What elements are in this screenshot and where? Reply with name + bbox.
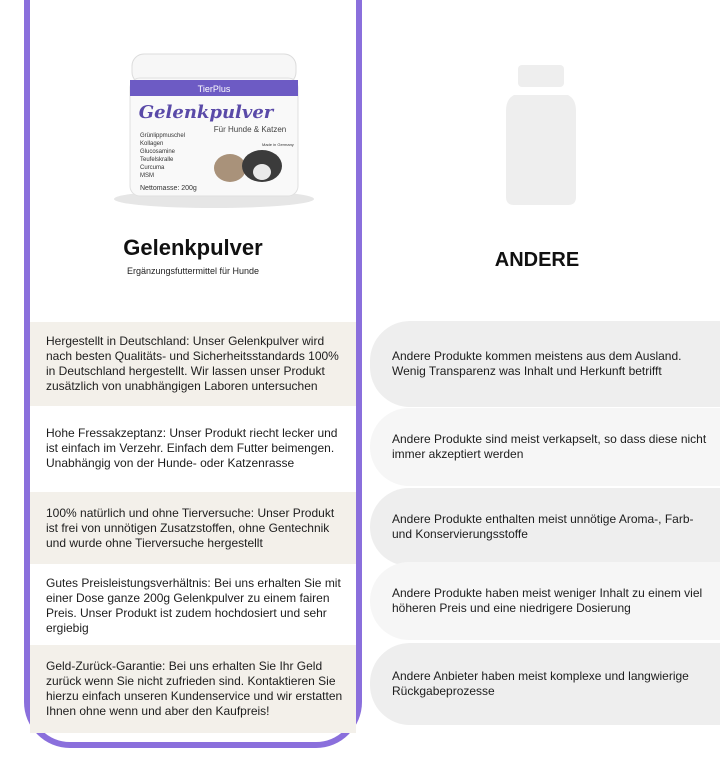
comparison-row-right-2 [370,408,720,486]
product-net-weight: Nettomasse: 200g [140,185,197,192]
made-in-text: Made in Germany [262,142,294,147]
comparison-row-left-3 [30,492,356,564]
comparison-row-left-1 [30,322,356,406]
ingredient-6: MSM [140,173,154,179]
comparison-row-left-2 [30,408,356,488]
product-column-subtitle: Ergänzungsfuttermittel für Hunde [126,266,260,276]
comparison-row-right-3 [370,488,720,566]
row-right-text: Andere Produkte enthalten meist unnötige Aroma-, Farb- und Konservierungsstoffe [392,512,694,541]
comparison-row-right-4 [370,562,720,640]
generic-bottle-icon [504,65,578,205]
row-left-text: Hergestellt in Deutschland: Unser Gelenkpulver wird nach besten Qualitäts- und Sicherheitsstandards 100% in Deutschland hergestellt. Wir lassen unser Produkt zusätzlich von unabhängigen Laboren untersuchen [46,334,339,393]
row-right-text: Andere Anbieter haben meist komplexe und langwierige Rückgabeprozesse [392,669,689,698]
comparison-row-right-1 [370,321,720,407]
row-left-text: Gutes Preisleistungsverhältnis: Bei uns erhalten Sie mit einer Dose ganze 200g Gelenkpulver zu einem fairen Preis. Unser Produkt ist zudem hochdosiert und sehr ergiebig [46,576,341,635]
ingredient-3: Glucosamine [140,149,176,155]
row-right-text: Andere Produkte haben meist weniger Inhalt zu einem viel höheren Preis und eine niedrigere Dosierung [392,586,703,615]
competitor-column-title: ANDERE [494,249,580,271]
row-left-text: 100% natürlich und ohne Tierversuche: Unser Produkt ist frei von unnötigen Zusatzstoffen, ohne Gentechnik und wurde ohne Tierversuche hergestellt [46,505,335,550]
ingredient-2: Kollagen [140,141,164,147]
comparison-row-left-4 [30,570,356,642]
product-target-text: Für Hunde & Katzen [213,125,287,134]
product-brand-text: TierPlus [197,84,231,94]
ingredient-5: Curcuma [140,165,165,171]
comparison-row-right-5 [370,643,720,725]
row-left-text: Hohe Fressakzeptanz: Unser Produkt riecht lecker und ist einfach im Verzehr. Einfach dem Futter beimengen. Unabhängig von der Hunde- oder Katzenrasse [46,425,338,470]
row-left-text: Geld-Zurück-Garantie: Bei uns erhalten Sie Ihr Geld zurück wenn Sie nicht zufrieden sind. Kontaktieren Sie hierzu einfach unseren Kundenservice und wir erstatten Ihnen ohne wenn und aber den Kaufpreis! [46,659,343,718]
comparison-row-left-5 [30,645,356,733]
row-right-text: Andere Produkte kommen meistens aus dem Ausland. Wenig Transparenz was Inhalt und Herkunft betrifft [392,349,682,378]
ingredient-4: Teufelskralle [140,157,174,163]
row-right-text: Andere Produkte sind meist verkapselt, so dass diese nicht immer akzeptiert werden [392,432,707,461]
product-column-title: Gelenkpulver [123,235,263,260]
product-name-text: Gelenkpulver [138,102,274,123]
product-jar-image [102,46,326,211]
ingredient-1: Grünlippmuschel [140,133,186,139]
